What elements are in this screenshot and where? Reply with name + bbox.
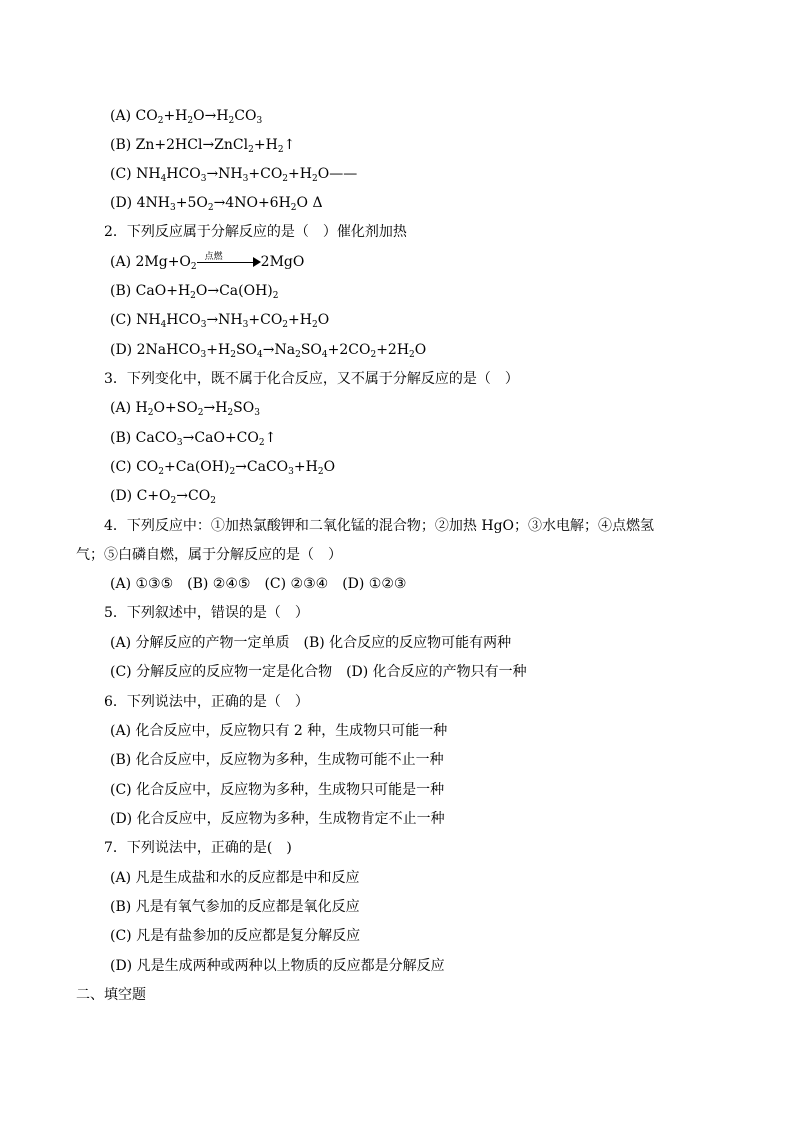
- q1-option-b-label: (B): [110, 137, 132, 153]
- q7-option-d: (D) 凡是生成两种或两种以上物质的反应都是分解反应: [110, 958, 445, 974]
- q7-stem: 7．下列说法中，正确的是( ): [104, 840, 292, 856]
- q3-option-a-formula: $H_2O+SO_2\to H_2SO_3$: [135, 400, 260, 418]
- q2-option-c-formula: $NH_4HCO_3\to NH_3+CO_2+H_2O$: [136, 312, 330, 330]
- arrow-condition-label: 点燃: [204, 252, 223, 262]
- q6-option-c: (C) 化合反应中，反应物为多种，生成物只可能是一种: [110, 782, 445, 798]
- q1-option-b-formula: $Zn+2HCl\to ZnCl_2+H_2↑$: [135, 137, 296, 155]
- q6-option-d: (D) 化合反应中，反应物为多种，生成物肯定不止一种: [110, 811, 445, 827]
- q4-stem-continued: 气；⑤白磷自燃，属于分解反应的是（ ）: [76, 547, 342, 563]
- q1-option-a-label: (A): [110, 108, 132, 124]
- q2-option-d-label: (D): [110, 342, 133, 358]
- q3-stem: 3．下列变化中，既不属于化合反应，又不属于分解反应的是（ ）: [104, 371, 519, 387]
- q1-option-a-formula: $CO_2+H_2O\to H_2CO_3$: [135, 108, 263, 126]
- q2-option-a-formula: $2Mg+O_2$ 点燃 2MgO: [136, 254, 305, 270]
- q1-option-d-formula: $4NH_3+5O_2\to 4NO+6H_2O$ Δ: [136, 195, 323, 213]
- q3-option-b-formula: $CaCO_3\to CaO+CO_2↑$: [135, 430, 277, 448]
- q5-stem: 5．下列叙述中，错误的是（ ）: [104, 605, 309, 621]
- q3-option-d-formula: $C+O_2\to CO_2$: [136, 488, 216, 506]
- q2-option-b-label: (B): [110, 283, 132, 299]
- q3-option-a: [110, 398, 260, 418]
- q2-option-d: [110, 340, 426, 360]
- q5-options-ab: (A) 分解反应的产物一定单质 (B) 化合反应的反应物可能有两种: [110, 635, 512, 651]
- q3-option-c-formula: $CO_2+Ca(OH)_2\to CaCO_3+H_2O$: [136, 459, 336, 477]
- q4-options: (A) ①③⑤ (B) ②④⑤ (C) ②③④ (D) ①②③: [110, 576, 407, 592]
- q3-option-b-label: (B): [110, 430, 132, 446]
- q2-option-a: [110, 252, 304, 272]
- q1-option-c-formula: $NH_4HCO_3\to NH_3+CO_2+H_2O——$: [136, 166, 358, 184]
- q2-option-c: [110, 310, 329, 330]
- q3-option-c: [110, 457, 335, 477]
- q1-option-c: [110, 164, 357, 184]
- q6-option-a: (A) 化合反应中，反应物只有 2 种，生成物只可能一种: [110, 723, 448, 739]
- q2-option-d-formula: $2NaHCO_3+H_2SO_4\to Na_2SO_4+2CO_2+2H_2O$: [136, 342, 427, 360]
- q2-option-c-label: (C): [110, 312, 132, 328]
- q7-option-a: (A) 凡是生成盐和水的反应都是中和反应: [110, 870, 360, 886]
- q3-option-a-label: (A): [110, 400, 132, 416]
- q1-option-d-label: (D): [110, 195, 133, 211]
- q2-option-b: [110, 281, 279, 301]
- q1-option-b: [110, 135, 295, 155]
- q1-option-d: [110, 193, 323, 213]
- reaction-arrow-icon: [197, 252, 261, 269]
- q3-option-b: [110, 428, 276, 448]
- q3-option-c-label: (C): [110, 459, 132, 475]
- q4-stem: 4．下列反应中：①加热氯酸钾和二氧化锰的混合物；②加热 HgO；③水电解；④点燃氢: [104, 518, 655, 534]
- q3-option-d: [110, 486, 216, 506]
- q5-options-cd: (C) 分解反应的反应物一定是化合物 (D) 化合反应的产物只有一种: [110, 664, 527, 680]
- q6-option-b: (B) 化合反应中，反应物为多种，生成物可能不止一种: [110, 752, 444, 768]
- q2-option-a-label: (A): [110, 254, 132, 270]
- q2-option-b-formula: $CaO+H_2O\to Ca(OH)_2$: [135, 283, 279, 301]
- q6-stem: 6．下列说法中，正确的是（ ）: [104, 694, 309, 710]
- q1-option-c-label: (C): [110, 166, 132, 182]
- q3-option-d-label: (D): [110, 488, 133, 504]
- q1-option-a: [110, 106, 262, 126]
- q7-option-c: (C) 凡是有盐参加的反应都是复分解反应: [110, 928, 361, 944]
- section-title: 二、填空题: [76, 987, 146, 1003]
- q7-option-b: (B) 凡是有氧气参加的反应都是氧化反应: [110, 899, 360, 915]
- q2-stem: 2．下列反应属于分解反应的是（ ）催化剂加热: [104, 224, 407, 240]
